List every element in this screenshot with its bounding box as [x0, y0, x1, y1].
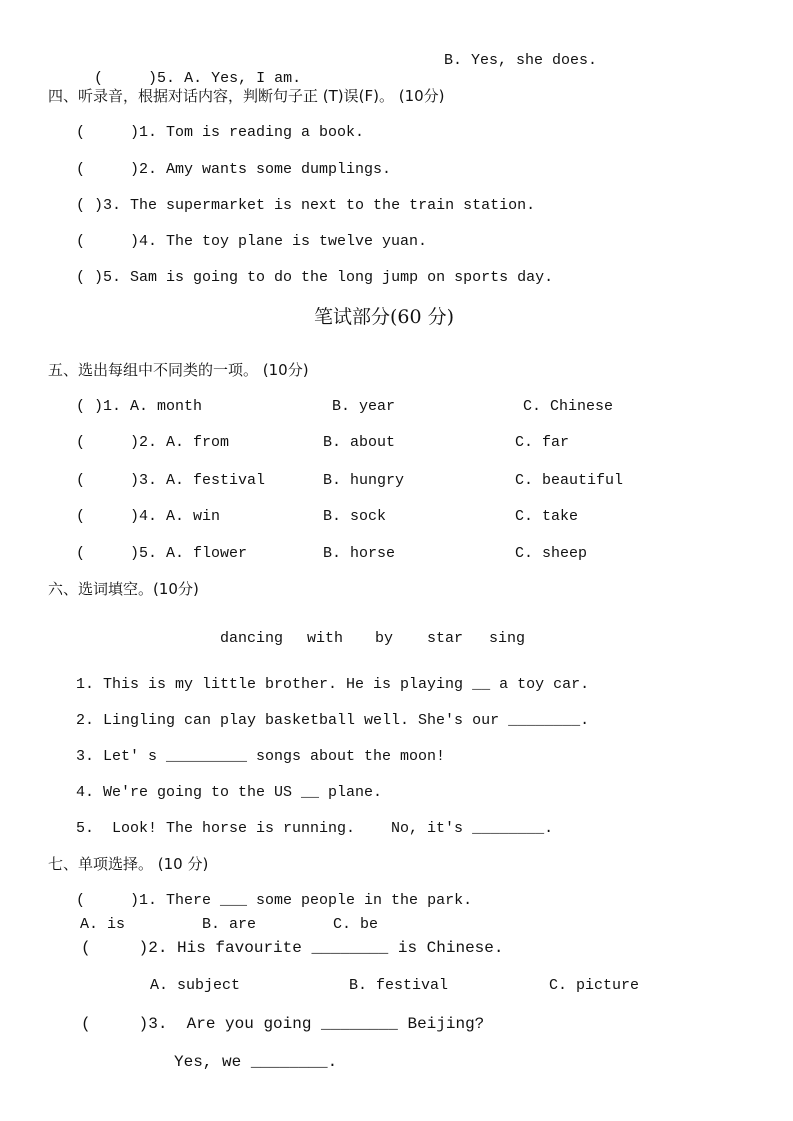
option-b: B. about — [323, 434, 396, 451]
reply-line: Yes, we ________. — [174, 1053, 338, 1071]
question-text: 4. The toy plane is twelve yuan. — [139, 233, 428, 250]
word-bank-item: by — [375, 630, 394, 647]
question-row — [76, 269, 553, 287]
word-bank-item: sing — [489, 630, 526, 647]
question-number: 1. — [103, 398, 122, 415]
option-c: C. sheep — [515, 545, 588, 562]
question-text: 3. The supermarket is next to the train station. — [103, 197, 536, 214]
answer-blank[interactable]: ( ) — [76, 545, 140, 562]
option-c: C. take — [515, 508, 579, 525]
answer-blank[interactable]: ( ) — [76, 398, 104, 415]
answer-blank[interactable]: ( ) — [76, 124, 140, 141]
answer-blank[interactable]: ( ) — [76, 508, 140, 525]
section-heading-6: 六、选词填空。(10分) — [48, 580, 199, 598]
question-text: 2. His favourite ________ is Chinese. — [148, 939, 504, 957]
option-b: B. Yes, she does. — [444, 52, 598, 69]
option-b: B. festival — [349, 977, 449, 994]
question-row — [76, 434, 229, 452]
option-b: B. year — [332, 398, 396, 415]
option-a: A. Yes, I am. — [184, 70, 302, 87]
question-number: 4. — [139, 508, 158, 525]
question-text: 5. Sam is going to do the long jump on sports day. — [103, 269, 554, 286]
option-c: C. far — [515, 434, 570, 451]
answer-blank[interactable]: ( ) — [76, 472, 140, 489]
option-c: C. picture — [549, 977, 640, 994]
fill-sentence: 4. We're going to the US __ plane. — [76, 784, 383, 801]
question-row — [76, 892, 472, 910]
option-a: A. subject — [150, 977, 241, 994]
section-heading-5: 五、选出每组中不同类的一项。 (10分) — [48, 361, 309, 379]
question-text: 2. Amy wants some dumplings. — [139, 161, 392, 178]
option-b: B. hungry — [323, 472, 405, 489]
question-row — [76, 472, 265, 490]
question-row — [76, 545, 247, 563]
answer-blank[interactable]: ( ) — [76, 434, 140, 451]
question-row — [76, 52, 301, 88]
fill-sentence: 5. Look! The horse is running. No, it's ________. — [76, 820, 554, 837]
question-row — [81, 1015, 484, 1033]
option-c: C. be — [333, 916, 379, 933]
question-row — [76, 124, 364, 142]
answer-blank[interactable]: ( ) — [76, 269, 104, 286]
fill-sentence: 1. This is my little brother. He is playing __ a toy car. — [76, 676, 590, 693]
answer-blank[interactable]: ( ) — [81, 1015, 149, 1033]
question-text: 3. Are you going ________ Beijing? — [148, 1015, 485, 1033]
section-heading-7: 七、单项选择。 (10 分) — [48, 855, 209, 873]
option-a: A. is — [80, 916, 126, 933]
question-row — [81, 939, 503, 957]
question-text: 1. There ___ some people in the park. — [139, 892, 473, 909]
question-row — [76, 398, 202, 416]
option-a: A. month — [130, 398, 203, 415]
question-number: 5. — [157, 70, 176, 87]
option-b: B. are — [202, 916, 257, 933]
question-text: 1. Tom is reading a book. — [139, 124, 365, 141]
section-heading-4: 四、听录音，根据对话内容，判断句子正 (T)误(F)。 (10分) — [48, 87, 445, 105]
fill-sentence: 2. Lingling can play basketball well. She's our ________. — [76, 712, 590, 729]
option-c: C. Chinese — [523, 398, 614, 415]
option-a: A. win — [166, 508, 221, 525]
page-title: 笔试部分(60 分) — [314, 306, 455, 328]
question-row — [76, 161, 391, 179]
question-number: 2. — [139, 434, 158, 451]
option-c: C. beautiful — [515, 472, 624, 489]
question-row — [76, 197, 535, 215]
word-bank-item: dancing — [220, 630, 284, 647]
answer-blank[interactable]: ( ) — [76, 197, 104, 214]
answer-blank[interactable]: ( ) — [81, 939, 149, 957]
question-row — [76, 508, 220, 526]
answer-blank[interactable]: ( ) — [76, 892, 140, 909]
option-a: A. from — [166, 434, 230, 451]
option-b: B. horse — [323, 545, 396, 562]
answer-blank[interactable]: ( ) — [76, 233, 140, 250]
question-number: 5. — [139, 545, 158, 562]
question-row — [76, 233, 427, 251]
option-b: B. sock — [323, 508, 387, 525]
question-number: 3. — [139, 472, 158, 489]
fill-sentence: 3. Let' s _________ songs about the moon! — [76, 748, 446, 765]
word-bank-item: star — [427, 630, 464, 647]
option-a: A. festival — [166, 472, 266, 489]
answer-blank[interactable]: ( ) — [94, 70, 158, 87]
answer-blank[interactable]: ( ) — [76, 161, 140, 178]
option-a: A. flower — [166, 545, 248, 562]
word-bank-item: with — [307, 630, 344, 647]
